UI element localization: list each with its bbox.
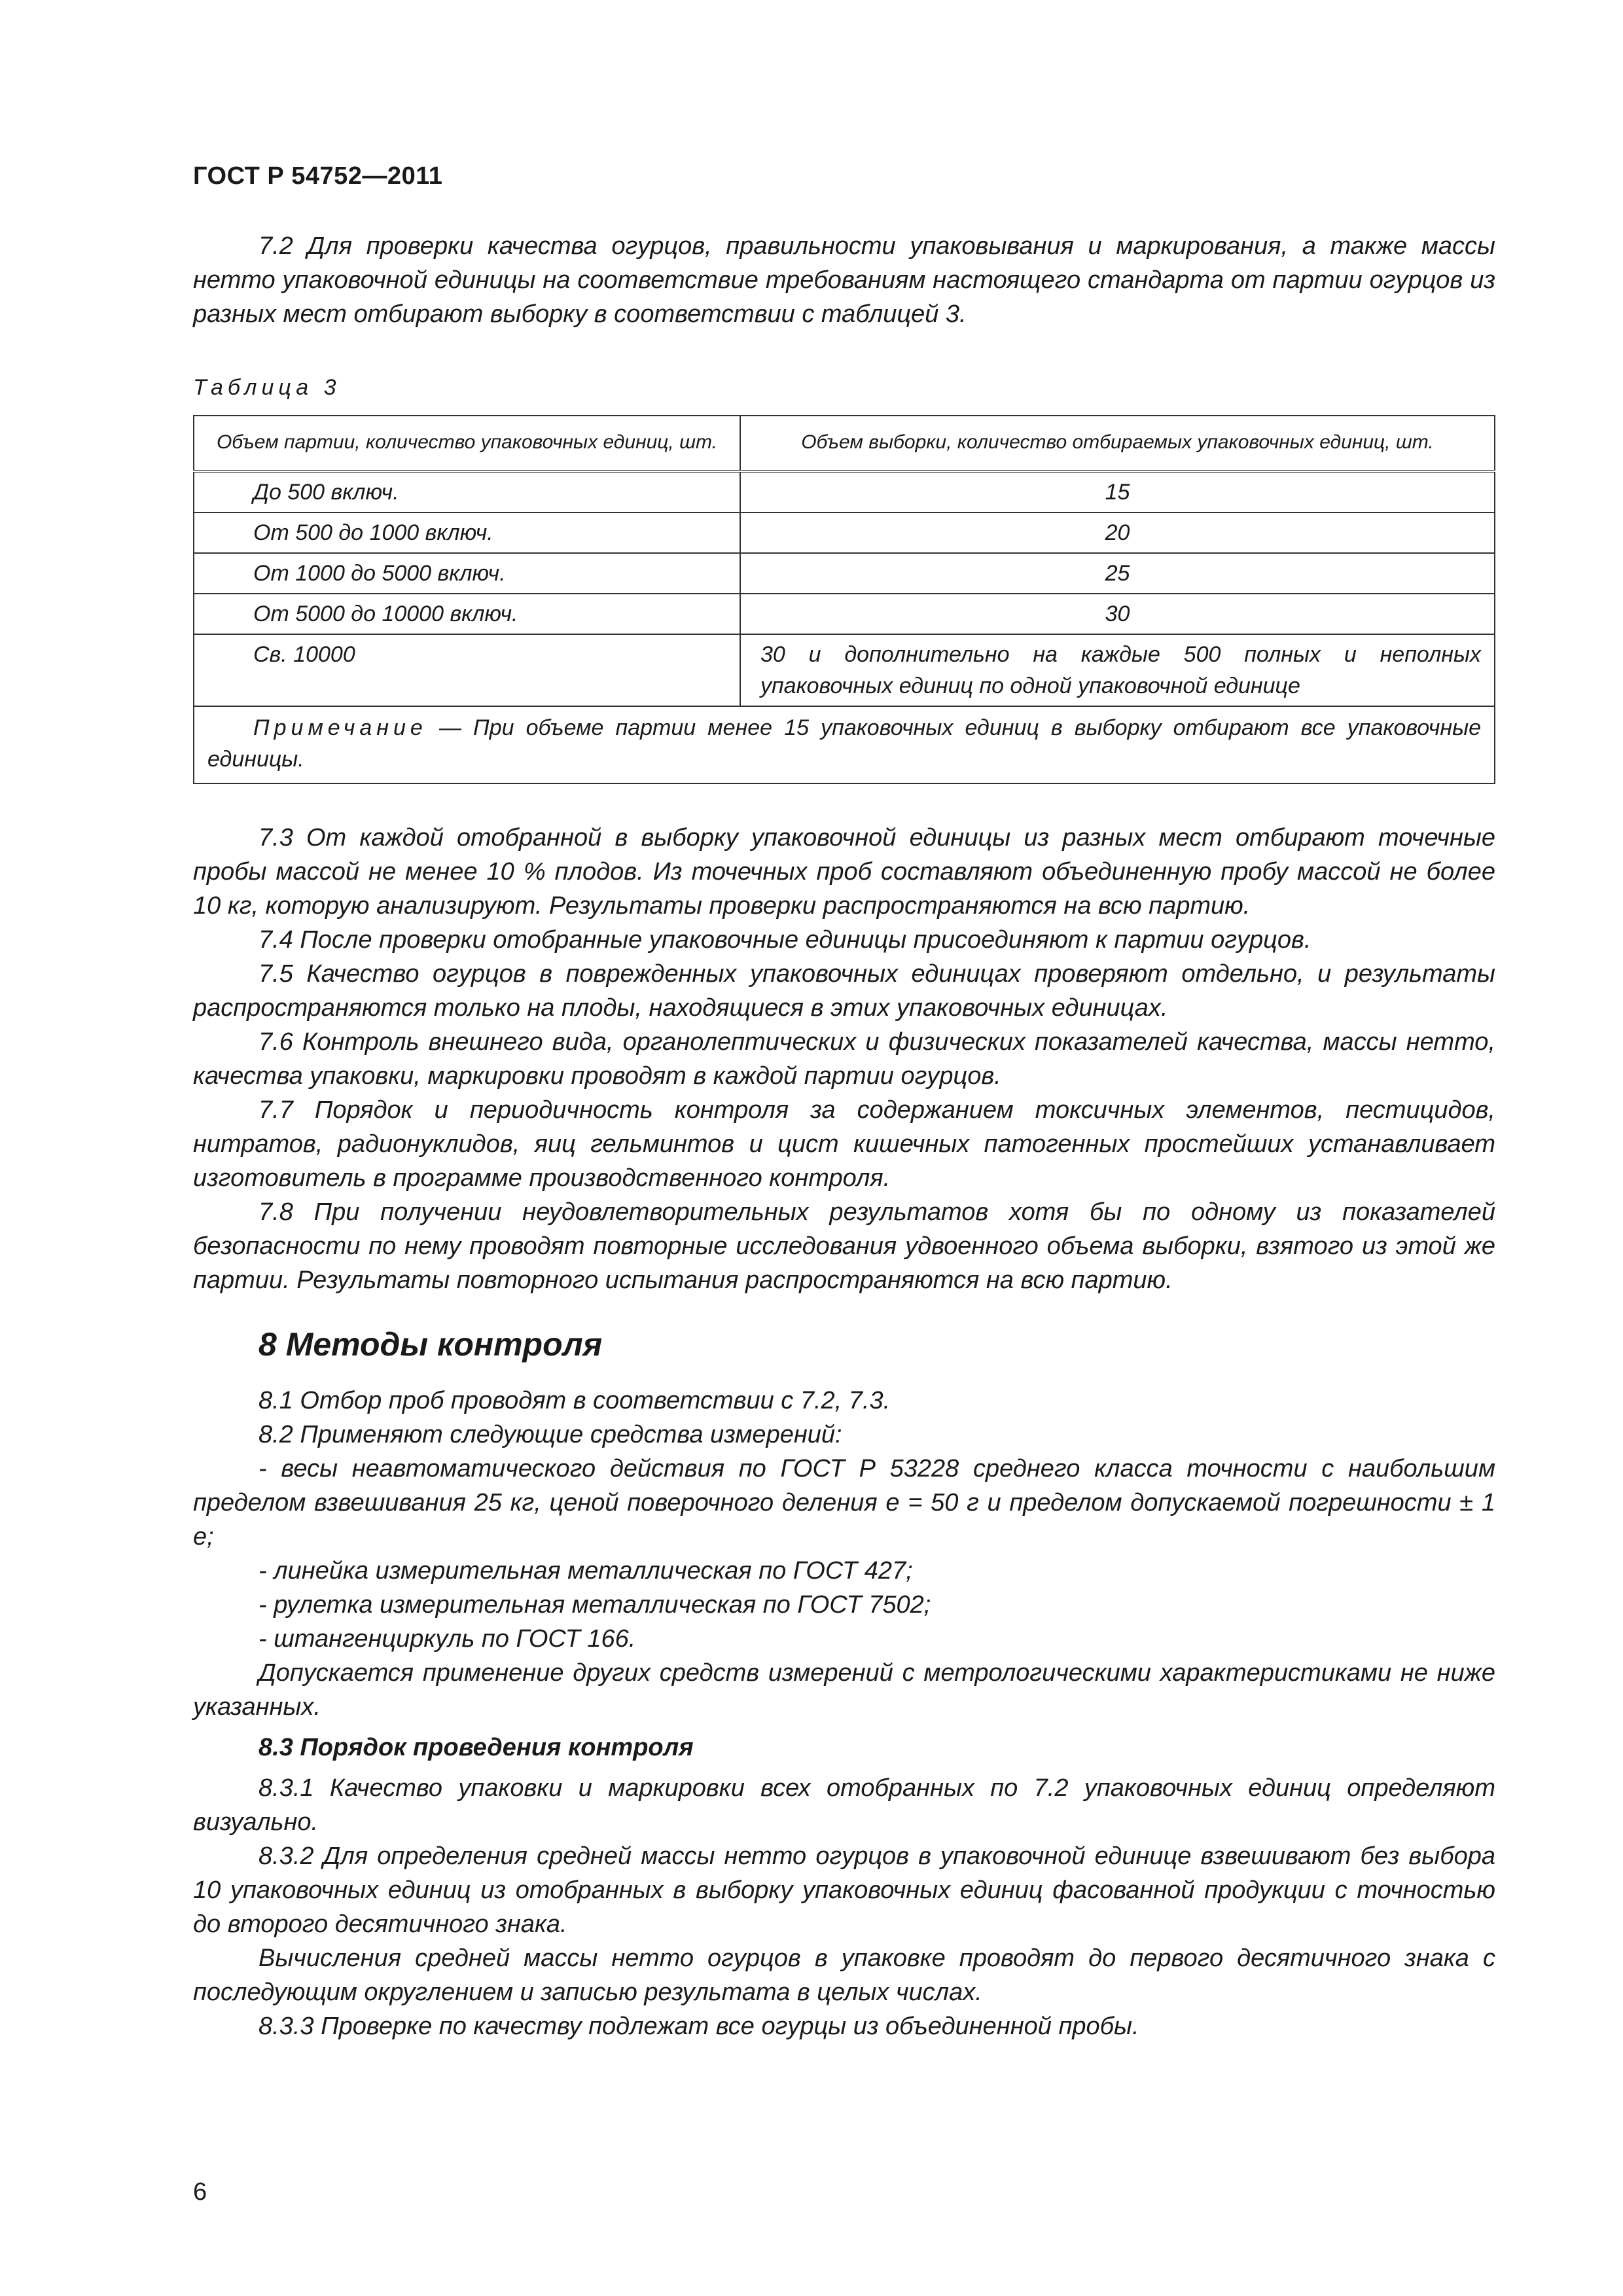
paragraph-8-2-allowance: Допускается применение других средств измерений с метрологическими характеристиками не ниже указанных. [193, 1659, 1495, 1721]
table-cell-lot: От 1000 до 5000 включ. [194, 553, 740, 594]
sample-size-table [193, 415, 1495, 784]
standard-header: ГОСТ Р 54752—2011 [193, 162, 443, 190]
table-caption-number: 3 [323, 375, 341, 400]
list-item: - весы неавтоматического действия по ГОСТ Р 53228 среднего класса точности с наибольшим пределом взвешивания 25 кг, ценой поверочного деления е = 50 г и пределом допускаемой погрешности ± 1 е; [193, 1455, 1495, 1551]
paragraph-8-1: 8.1 Отбор проб проводят в соответствии с 7.2, 7.3. [259, 1387, 891, 1414]
table-cell-lot: Св. 10000 [194, 634, 740, 706]
paragraph-8-2: 8.2 Применяют следующие средства измерений: [259, 1421, 842, 1448]
table-cell-sample: 15 [740, 471, 1495, 512]
table-cell-lot: От 5000 до 10000 включ. [194, 594, 740, 634]
paragraph-8-3-3: 8.3.3 Проверке по качеству подлежат все огурцы из объединенной пробы. [259, 2013, 1139, 2040]
table-header-cell-sample: Объем выборки, количество отбираемых упаковочных единиц, шт. [740, 416, 1495, 471]
table-cell-lot: До 500 включ. [194, 471, 740, 512]
paragraph-7-4: 7.4 После проверки отобранные упаковочные единицы присоединяют к партии огурцов. [259, 926, 1311, 954]
table-note-text: — При объеме партии менее 15 упаковочных единиц в выборку отбирают все упаковочные единицы. [207, 715, 1481, 772]
list-item: - линейка измерительная металлическая по ГОСТ 427; [259, 1557, 913, 1585]
table-caption [193, 370, 1495, 404]
table-cell-sample: 30 и дополнительно на каждые 500 полных и неполных упаковочных единиц по одной упаковочной единице [740, 634, 1495, 706]
paragraph-8-3-2-calc: Вычисления средней массы нетто огурцов в упаковке проводят до первого десятичного знака с последующим округлением и записью результата в целых числах. [193, 1945, 1495, 2006]
paragraph-7-5: 7.5 Качество огурцов в поврежденных упаковочных единицах проверяют отдельно, и результаты распространяются только на плоды, находящиеся в этих упаковочных единицах. [193, 960, 1495, 1022]
section-7-continuation [193, 821, 1495, 1297]
paragraph-7-3: 7.3 От каждой отобранной в выборку упаковочной единицы из разных мест отбирают точечные пробы массой не менее 10 % плодов. Из точечных проб составляют объединенную пробу массой не более 10 кг, которую анализируют. Результаты проверки распространяются на всю партию. [193, 824, 1495, 920]
table-cell-sample: 25 [740, 553, 1495, 594]
paragraph-8-3-1: 8.3.1 Качество упаковки и маркировки всех отобранных по 7.2 упаковочных единиц определяют визуально. [193, 1774, 1495, 1836]
table-cell-sample: 30 [740, 594, 1495, 634]
list-item: - штангенциркуль по ГОСТ 166. [259, 1625, 636, 1653]
table-cell-lot: От 500 до 1000 включ. [194, 512, 740, 553]
table-caption-word: Таблица [193, 375, 313, 400]
table-header-cell-lot: Объем партии, количество упаковочных единиц, шт. [194, 416, 740, 471]
table-row [194, 634, 1495, 706]
list-item: - рулетка измерительная металлическая по ГОСТ 7502; [259, 1591, 931, 1619]
table-row [194, 594, 1495, 634]
paragraph-7-2: 7.2 Для проверки качества огурцов, правильности упаковывания и маркирования, а также массы нетто упаковочной единицы на соответствие требованиям настоящего стандарта от партии огурцов из разных мест отбирают выборку в соответствии с таблицей 3. [193, 232, 1495, 328]
page-number: 6 [193, 2178, 207, 2206]
paragraph-7-6: 7.6 Контроль внешнего вида, органолептических и физических показателей качества, массы нетто, качества упаковки, маркировки проводят в каждой партии огурцов. [193, 1028, 1495, 1090]
paragraph-7-7: 7.7 Порядок и периодичность контроля за содержанием токсичных элементов, пестицидов, нитратов, радионуклидов, яиц гельминтов и цист кишечных патогенных простейших устанавливает изготовитель в программе производственного контроля. [193, 1096, 1495, 1192]
table-note-row [194, 706, 1495, 783]
table-note-label: Примечание [253, 715, 427, 740]
table-cell-sample: 20 [740, 512, 1495, 553]
table-header-row [194, 416, 1495, 471]
subsection-8-3-heading: 8.3 Порядок проведения контроля [259, 1734, 694, 1761]
paragraph-8-3-2: 8.3.2 Для определения средней массы нетто огурцов в упаковочной единице взвешивают без выбора 10 упаковочных единиц из отобранных в выборку упаковочных единиц фасованной продукции с точностью до второго десятичного знака. [193, 1842, 1495, 1938]
document-body [193, 229, 1495, 2043]
table-row [194, 512, 1495, 553]
table-row [194, 471, 1495, 512]
paragraph-7-8: 7.8 При получении неудовлетворительных результатов хотя бы по одному из показателей безопасности по нему проводят повторные исследования удвоенного объема выборки, взятого из этой же партии. Результаты повторного испытания распространяются на всю партию. [193, 1198, 1495, 1294]
section-8-title: 8 Методы контроля [259, 1326, 603, 1363]
table-note [194, 706, 1495, 783]
table-row [194, 553, 1495, 594]
